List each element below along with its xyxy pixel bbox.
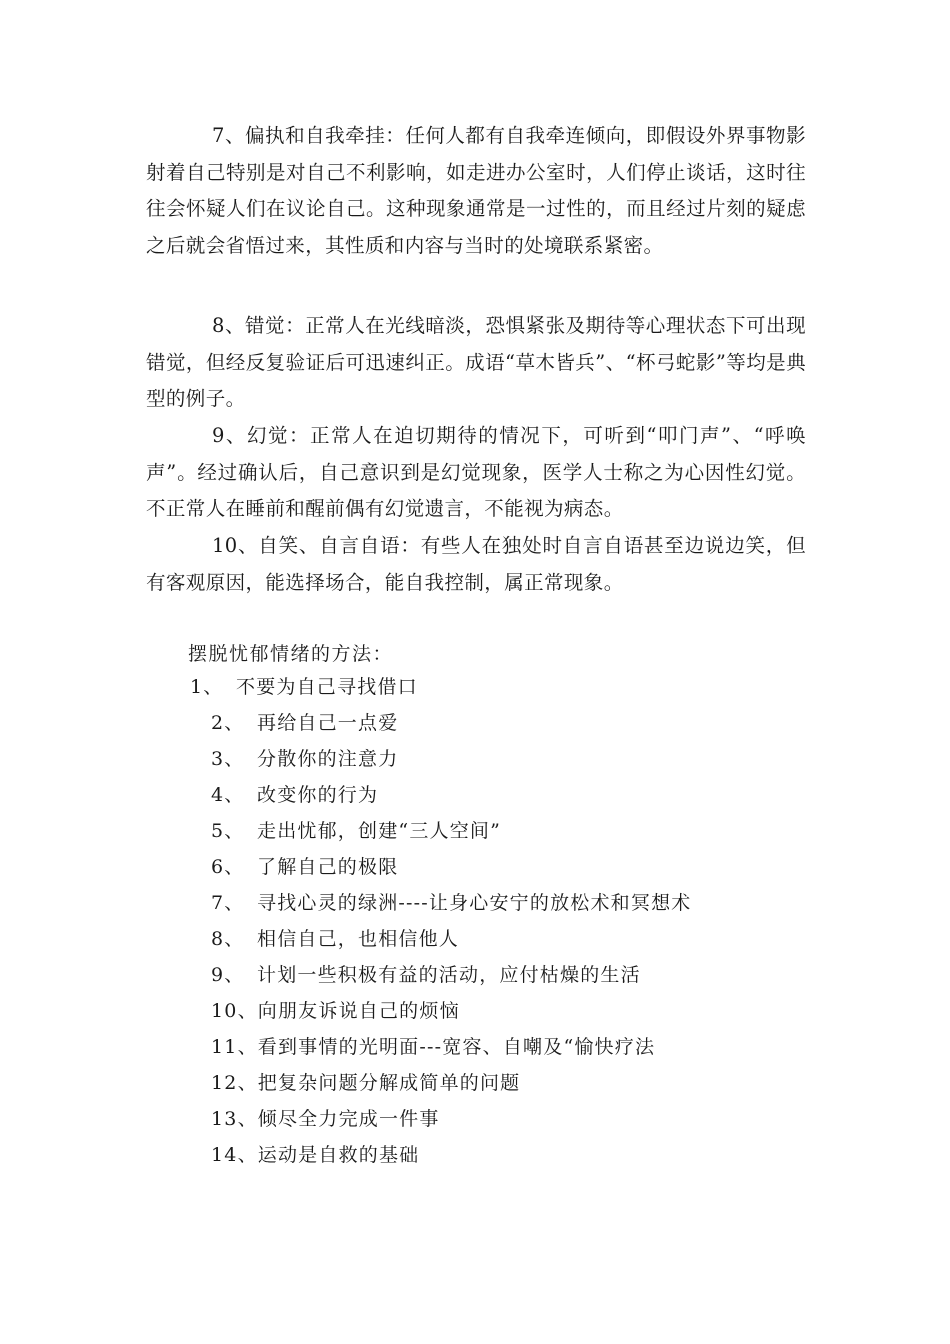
- list-item: [211, 1067, 520, 1099]
- list-item-text: 了解自己的极限: [257, 856, 399, 878]
- list-item-text: 倾尽全力完成一件事: [257, 1108, 440, 1130]
- list-item-number: 12、: [211, 1072, 258, 1094]
- list-item-text: 看到事情的光明面---宽容、自嘲及“愉快疗法: [257, 1036, 656, 1058]
- list-item-text: 运动是自救的基础: [257, 1144, 420, 1166]
- list-item: [211, 815, 501, 847]
- list-item-text: 再给自己一点爱: [257, 712, 399, 734]
- list-item-number: 3、: [211, 748, 245, 770]
- list-item: [190, 671, 418, 703]
- paragraph-10-self-talk: 10、自笑、自言自语：有些人在独处时自言自语甚至边说边笑，但有客观原因，能选择场合，能自我控制，属正常现象。: [146, 534, 806, 594]
- list-item-text: 计划一些积极有益的活动，应付枯燥的生活: [257, 964, 641, 986]
- list-item-text: 改变你的行为: [257, 784, 379, 806]
- list-item-number: 7、: [211, 892, 245, 914]
- list-item: [211, 1031, 655, 1063]
- list-item-number: 14、: [211, 1144, 258, 1166]
- list-item-text: 不要为自己寻找借口: [236, 676, 418, 698]
- list-item-number: 2、: [211, 712, 245, 734]
- list-item: [211, 779, 378, 811]
- paragraph-9-hallucination: 9、幻觉：正常人在迫切期待的情况下，可听到“叩门声”、“呼唤声”。经过确认后，自己意识到是幻觉现象，医学人士称之为心因性幻觉。不正常人在睡前和醒前偶有幻觉遗言，不能视为病态。: [146, 424, 806, 520]
- list-item: [211, 887, 691, 919]
- list-item-text: 寻找心灵的绿洲----让身心安宁的放松术和冥想术: [257, 892, 692, 914]
- list-item: [211, 995, 460, 1027]
- list-item-number: 9、: [211, 964, 245, 986]
- list-item: [211, 1139, 419, 1171]
- paragraph-7-paranoia: 7、偏执和自我牵挂：任何人都有自我牵连倾向，即假设外界事物影射着自己特别是对自己不利影响，如走进办公室时，人们停止谈话，这时往往会怀疑人们在议论自己。这种现象通常是一过性的，而且经过片刻的疑虑之后就会省悟过来，其性质和内容与当时的处境联系紧密。: [146, 124, 806, 257]
- list-item: [211, 1103, 440, 1135]
- list-item-text: 向朋友诉说自己的烦恼: [257, 1000, 460, 1022]
- list-item-text: 走出忧郁，创建“三人空间”: [257, 820, 502, 842]
- list-item-number: 6、: [211, 856, 245, 878]
- paragraph-8-illusion: 8、错觉：正常人在光线暗淡，恐惧紧张及期待等心理状态下可出现错觉，但经反复验证后可迅速纠正。成语“草木皆兵”、“杯弓蛇影”等均是典型的例子。: [146, 314, 806, 410]
- list-item-number: 13、: [211, 1108, 258, 1130]
- methods-heading: 摆脱忧郁情绪的方法：: [188, 643, 394, 665]
- list-item-number: 8、: [211, 928, 245, 950]
- list-item-text: 分散你的注意力: [257, 748, 399, 770]
- list-item-number: 1、: [190, 676, 224, 698]
- list-item-text: 相信自己，也相信他人: [257, 928, 460, 950]
- list-item: [211, 923, 459, 955]
- list-item-number: 10、: [211, 1000, 258, 1022]
- list-item: [211, 959, 641, 991]
- list-item-number: 11、: [211, 1036, 258, 1058]
- list-item-text: 把复杂问题分解成简单的问题: [257, 1072, 521, 1094]
- list-item: [211, 707, 398, 739]
- list-item: [211, 851, 398, 883]
- list-item: [211, 743, 398, 775]
- list-item-number: 5、: [211, 820, 245, 842]
- list-item-number: 4、: [211, 784, 245, 806]
